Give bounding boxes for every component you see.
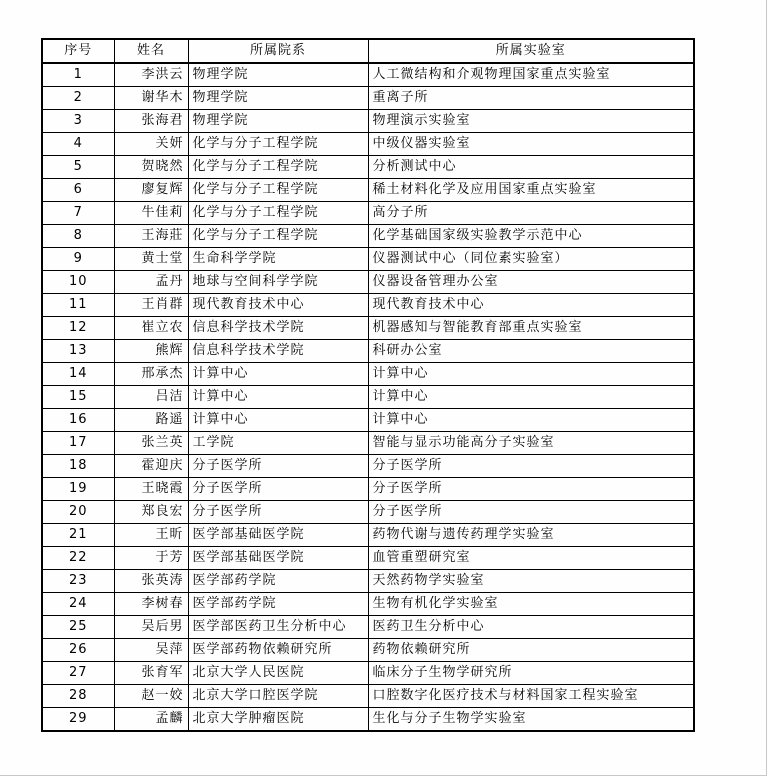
table-row xyxy=(42,133,694,156)
department-cell: 计算中心 xyxy=(188,386,368,409)
department-cell: 医学部医药卫生分析中心 xyxy=(188,616,368,639)
row-number-cell: 6 xyxy=(42,179,114,202)
department-cell: 信息科学技术学院 xyxy=(188,317,368,340)
row-number-cell: 8 xyxy=(42,225,114,248)
laboratory-cell: 分析测试中心 xyxy=(368,156,694,179)
row-number-cell: 25 xyxy=(42,616,114,639)
department-cell: 信息科学技术学院 xyxy=(188,340,368,363)
name-cell: 张海君 xyxy=(114,110,188,133)
row-number-cell: 27 xyxy=(42,662,114,685)
name-cell: 廖复辉 xyxy=(114,179,188,202)
row-number-cell: 10 xyxy=(42,271,114,294)
department-cell: 北京大学人民医院 xyxy=(188,662,368,685)
laboratory-cell: 化学基础国家级实验教学示范中心 xyxy=(368,225,694,248)
laboratory-cell: 分子医学所 xyxy=(368,501,694,524)
name-cell: 赵一姣 xyxy=(114,685,188,708)
laboratory-cell: 人工微结构和介观物理国家重点实验室 xyxy=(368,63,694,87)
table-row xyxy=(42,294,694,317)
department-cell: 北京大学肿瘤医院 xyxy=(188,708,368,732)
row-number-cell: 1 xyxy=(42,63,114,87)
laboratory-cell: 仪器设备管理办公室 xyxy=(368,271,694,294)
table-row xyxy=(42,685,694,708)
row-number-cell: 16 xyxy=(42,409,114,432)
laboratory-cell: 分子医学所 xyxy=(368,455,694,478)
table-row xyxy=(42,616,694,639)
header-dept: 所属院系 xyxy=(188,39,368,63)
laboratory-cell: 机器感知与智能教育部重点实验室 xyxy=(368,317,694,340)
name-cell: 张兰英 xyxy=(114,432,188,455)
name-cell: 黄士堂 xyxy=(114,248,188,271)
name-cell: 李洪云 xyxy=(114,63,188,87)
name-cell: 孟麟 xyxy=(114,708,188,732)
name-cell: 吕洁 xyxy=(114,386,188,409)
name-cell: 王肖群 xyxy=(114,294,188,317)
row-number-cell: 5 xyxy=(42,156,114,179)
name-cell: 牛佳莉 xyxy=(114,202,188,225)
laboratory-cell: 生物有机化学实验室 xyxy=(368,593,694,616)
row-number-cell: 15 xyxy=(42,386,114,409)
table-row xyxy=(42,156,694,179)
row-number-cell: 28 xyxy=(42,685,114,708)
name-cell: 路遥 xyxy=(114,409,188,432)
name-cell: 崔立农 xyxy=(114,317,188,340)
department-cell: 分子医学所 xyxy=(188,478,368,501)
table-row xyxy=(42,340,694,363)
laboratory-cell: 天然药物学实验室 xyxy=(368,570,694,593)
laboratory-cell: 血管重塑研究室 xyxy=(368,547,694,570)
laboratory-cell: 重离子所 xyxy=(368,87,694,110)
department-cell: 物理学院 xyxy=(188,87,368,110)
laboratory-cell: 生化与分子生物学实验室 xyxy=(368,708,694,732)
row-number-cell: 4 xyxy=(42,133,114,156)
table-row xyxy=(42,225,694,248)
department-cell: 化学与分子工程学院 xyxy=(188,225,368,248)
department-cell: 医学部药学院 xyxy=(188,570,368,593)
laboratory-cell: 医药卫生分析中心 xyxy=(368,616,694,639)
row-number-cell: 7 xyxy=(42,202,114,225)
row-number-cell: 20 xyxy=(42,501,114,524)
name-cell: 于芳 xyxy=(114,547,188,570)
name-cell: 吴萍 xyxy=(114,639,188,662)
table-row xyxy=(42,570,694,593)
name-cell: 贺晓然 xyxy=(114,156,188,179)
table-row xyxy=(42,708,694,732)
table-row xyxy=(42,271,694,294)
name-cell: 王海莊 xyxy=(114,225,188,248)
department-cell: 医学部基础医学院 xyxy=(188,524,368,547)
name-cell: 霍迎庆 xyxy=(114,455,188,478)
row-number-cell: 18 xyxy=(42,455,114,478)
department-cell: 地球与空间科学学院 xyxy=(188,271,368,294)
name-cell: 张育军 xyxy=(114,662,188,685)
laboratory-cell: 仪器测试中心（同位素实验室） xyxy=(368,248,694,271)
department-cell: 化学与分子工程学院 xyxy=(188,133,368,156)
table-row xyxy=(42,63,694,87)
name-cell: 张英涛 xyxy=(114,570,188,593)
header-name: 姓名 xyxy=(114,39,188,63)
laboratory-cell: 现代教育技术中心 xyxy=(368,294,694,317)
row-number-cell: 23 xyxy=(42,570,114,593)
header-no: 序号 xyxy=(42,39,114,63)
department-cell: 物理学院 xyxy=(188,110,368,133)
row-number-cell: 2 xyxy=(42,87,114,110)
laboratory-cell: 科研办公室 xyxy=(368,340,694,363)
row-number-cell: 12 xyxy=(42,317,114,340)
department-cell: 医学部药物依赖研究所 xyxy=(188,639,368,662)
laboratory-cell: 药物代谢与遗传药理学实验室 xyxy=(368,524,694,547)
laboratory-cell: 药物依赖研究所 xyxy=(368,639,694,662)
department-cell: 现代教育技术中心 xyxy=(188,294,368,317)
row-number-cell: 13 xyxy=(42,340,114,363)
department-cell: 医学部药学院 xyxy=(188,593,368,616)
name-cell: 邢承杰 xyxy=(114,363,188,386)
table-row xyxy=(42,593,694,616)
table-row xyxy=(42,110,694,133)
table-row xyxy=(42,317,694,340)
name-cell: 熊辉 xyxy=(114,340,188,363)
laboratory-cell: 计算中心 xyxy=(368,386,694,409)
table-row xyxy=(42,179,694,202)
row-number-cell: 26 xyxy=(42,639,114,662)
table-row xyxy=(42,478,694,501)
table-row xyxy=(42,524,694,547)
row-number-cell: 21 xyxy=(42,524,114,547)
laboratory-cell: 中级仪器实验室 xyxy=(368,133,694,156)
name-cell: 谢华木 xyxy=(114,87,188,110)
table-body xyxy=(42,63,694,731)
table-row xyxy=(42,455,694,478)
row-number-cell: 3 xyxy=(42,110,114,133)
table-row xyxy=(42,409,694,432)
laboratory-cell: 计算中心 xyxy=(368,409,694,432)
table-row xyxy=(42,248,694,271)
header-lab: 所属实验室 xyxy=(368,39,694,63)
row-number-cell: 17 xyxy=(42,432,114,455)
department-cell: 北京大学口腔医学院 xyxy=(188,685,368,708)
table-row xyxy=(42,639,694,662)
table-row xyxy=(42,547,694,570)
table-row xyxy=(42,662,694,685)
department-cell: 计算中心 xyxy=(188,409,368,432)
table-row xyxy=(42,363,694,386)
name-cell: 关妍 xyxy=(114,133,188,156)
laboratory-cell: 物理演示实验室 xyxy=(368,110,694,133)
department-cell: 化学与分子工程学院 xyxy=(188,202,368,225)
laboratory-cell: 计算中心 xyxy=(368,363,694,386)
table-row xyxy=(42,386,694,409)
row-number-cell: 14 xyxy=(42,363,114,386)
row-number-cell: 11 xyxy=(42,294,114,317)
staff-lab-table xyxy=(41,38,695,732)
department-cell: 生命科学学院 xyxy=(188,248,368,271)
table-row xyxy=(42,202,694,225)
department-cell: 分子医学所 xyxy=(188,455,368,478)
department-cell: 物理学院 xyxy=(188,63,368,87)
department-cell: 医学部基础医学院 xyxy=(188,547,368,570)
laboratory-cell: 分子医学所 xyxy=(368,478,694,501)
row-number-cell: 29 xyxy=(42,708,114,732)
name-cell: 李树春 xyxy=(114,593,188,616)
table-row xyxy=(42,87,694,110)
laboratory-cell: 口腔数字化医疗技术与材料国家工程实验室 xyxy=(368,685,694,708)
row-number-cell: 24 xyxy=(42,593,114,616)
header-row xyxy=(42,39,694,63)
table-row xyxy=(42,501,694,524)
table-row xyxy=(42,432,694,455)
row-number-cell: 22 xyxy=(42,547,114,570)
department-cell: 化学与分子工程学院 xyxy=(188,179,368,202)
name-cell: 孟丹 xyxy=(114,271,188,294)
department-cell: 计算中心 xyxy=(188,363,368,386)
laboratory-cell: 稀土材料化学及应用国家重点实验室 xyxy=(368,179,694,202)
name-cell: 王晓霞 xyxy=(114,478,188,501)
row-number-cell: 19 xyxy=(42,478,114,501)
department-cell: 分子医学所 xyxy=(188,501,368,524)
laboratory-cell: 高分子所 xyxy=(368,202,694,225)
name-cell: 王昕 xyxy=(114,524,188,547)
department-cell: 工学院 xyxy=(188,432,368,455)
row-number-cell: 9 xyxy=(42,248,114,271)
name-cell: 郑良宏 xyxy=(114,501,188,524)
department-cell: 化学与分子工程学院 xyxy=(188,156,368,179)
name-cell: 吴后男 xyxy=(114,616,188,639)
laboratory-cell: 智能与显示功能高分子实验室 xyxy=(368,432,694,455)
laboratory-cell: 临床分子生物学研究所 xyxy=(368,662,694,685)
